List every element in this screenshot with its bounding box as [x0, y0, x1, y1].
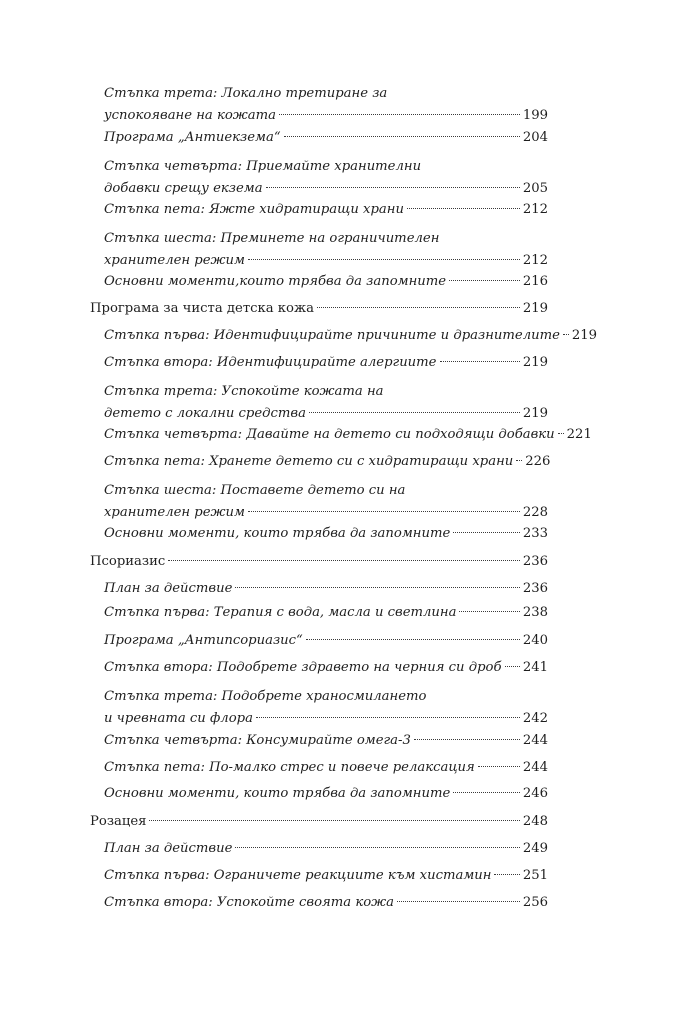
toc-entry — [104, 381, 548, 425]
dot-leader — [168, 560, 520, 561]
dot-leader — [453, 532, 520, 533]
page-number: 256 — [522, 895, 548, 910]
page-number: 221 — [566, 427, 592, 442]
dot-leader — [266, 187, 520, 188]
toc-entry-line — [104, 250, 548, 272]
page-number: 240 — [522, 633, 548, 648]
toc-entry-line — [104, 730, 548, 752]
page-number: 242 — [522, 711, 548, 726]
dot-leader — [248, 511, 520, 512]
toc-entry-title: Стъпка пета: По-малко стрес и повече релаксация — [104, 760, 475, 775]
toc-entry-line — [104, 602, 548, 624]
toc-entry-line — [104, 480, 548, 502]
toc-entry-line — [104, 523, 548, 545]
dot-leader — [279, 114, 520, 115]
dot-leader — [309, 412, 520, 413]
toc-entry — [104, 83, 548, 127]
page-number: 219 — [522, 406, 548, 421]
dot-leader — [256, 717, 520, 718]
page-number: 212 — [522, 253, 548, 268]
toc-entry — [104, 892, 548, 914]
toc-entry-line — [104, 838, 548, 860]
page-number: 216 — [522, 274, 548, 289]
toc-entry — [104, 228, 548, 272]
toc-entry-title: Стъпка пета: Хранете детето си с хидратиращи храни — [104, 454, 514, 469]
toc-entry — [104, 757, 548, 779]
toc-entry — [104, 838, 548, 860]
toc-entry-line — [104, 865, 548, 887]
toc-entry — [104, 451, 551, 473]
toc-entry — [104, 783, 548, 805]
toc-entry-title: План за действие — [104, 581, 233, 596]
dot-leader — [407, 208, 520, 209]
page-number: 199 — [522, 108, 548, 123]
toc-entry-title: Основни моменти,които трябва да запомните — [104, 274, 447, 289]
dot-leader — [563, 334, 569, 335]
toc-entry-title: Стъпка първа: Ограничете реакциите към хистамин — [104, 868, 492, 883]
toc-entry-line — [104, 381, 548, 403]
dot-leader — [494, 874, 519, 875]
toc-entry-line — [104, 708, 548, 730]
toc-entry-title: Стъпка пета: Яжте хидратиращи храни — [104, 202, 404, 217]
page-number: 241 — [522, 660, 548, 675]
toc-entry-line — [104, 156, 548, 178]
toc-entry-line — [104, 892, 548, 914]
toc-entry-title: Стъпка четвърта: Давайте на детето си подходящи добавки — [104, 427, 555, 442]
dot-leader — [478, 766, 520, 767]
page-number: 228 — [522, 505, 548, 520]
toc-entry — [104, 865, 548, 887]
toc-entry-title: Стъпка втора: Идентифицирайте алергиите — [104, 355, 437, 370]
toc-entry-line — [104, 686, 548, 708]
page-number: 226 — [525, 454, 551, 469]
toc-entry-title: План за действие — [104, 841, 233, 856]
toc-entry-line — [104, 228, 548, 250]
toc-entry-title: Стъпка втора: Подобрете здравето на черния си дроб — [104, 660, 502, 675]
toc-entry-line — [104, 578, 548, 600]
toc-entry-title: хранителен режим — [104, 253, 245, 268]
toc-entry — [104, 480, 548, 524]
dot-leader — [149, 820, 519, 821]
toc-entry-title: Стъпка втора: Успокойте своята кожа — [104, 895, 394, 910]
toc-entry-line — [104, 199, 548, 221]
dot-leader — [453, 792, 520, 793]
toc-entry-title: и чревната си флора — [104, 711, 253, 726]
page-number: 219 — [522, 301, 548, 316]
toc-entry-title: Стъпка четвърта: Консумирайте омега-3 — [104, 733, 411, 748]
toc-entry — [104, 523, 548, 545]
toc-entry — [104, 352, 548, 374]
toc-entry-title: Стъпка първа: Терапия с вода, масла и светлина — [104, 605, 457, 620]
toc-entry-line — [104, 352, 548, 374]
toc-entry — [104, 199, 548, 221]
toc-entry-line — [104, 657, 548, 679]
toc-entry-line — [104, 783, 548, 805]
toc-entry-title: Стъпка трета: Успокойте кожата на — [104, 384, 384, 399]
toc-entry-line — [104, 178, 548, 200]
toc-entry-title: Програма „Антипсориазис“ — [104, 633, 303, 648]
toc-entry-title: успокояване на кожата — [104, 108, 277, 123]
toc-entry-line — [104, 271, 548, 293]
dot-leader — [414, 739, 520, 740]
toc-entry-line — [104, 105, 548, 127]
dot-leader — [440, 361, 520, 362]
toc-entry-line — [90, 811, 548, 833]
page-number: 246 — [522, 786, 548, 801]
page-number: 219 — [522, 355, 548, 370]
page-number: 219 — [571, 328, 598, 343]
toc-entry — [104, 156, 548, 200]
dot-leader — [306, 639, 520, 640]
page-number: 233 — [522, 526, 548, 541]
toc-entry-title: Програма за чиста детска кожа — [90, 301, 314, 316]
page-number: 244 — [522, 733, 548, 748]
dot-leader — [505, 666, 520, 667]
dot-leader — [284, 136, 520, 137]
dot-leader — [397, 901, 520, 902]
page-number: 236 — [522, 581, 548, 596]
toc-entry — [104, 730, 548, 752]
toc-entry-line — [104, 83, 548, 105]
toc-entry-title: Стъпка четвърта: Приемайте хранителни — [104, 159, 422, 174]
page-number: 251 — [522, 868, 548, 883]
dot-leader — [516, 460, 522, 461]
toc-entry-line — [104, 403, 548, 425]
dot-leader — [248, 259, 520, 260]
dot-leader — [558, 433, 564, 434]
toc-entry-line — [90, 551, 548, 573]
toc-entry — [104, 630, 548, 652]
toc-entry-title: добавки срещу екзема — [104, 181, 263, 196]
toc-entry-title: Програма „Антиекзема“ — [104, 130, 281, 145]
toc-entry — [104, 686, 548, 730]
dot-leader — [235, 847, 519, 848]
page-number: 212 — [522, 202, 548, 217]
toc-entry-line — [104, 424, 592, 446]
toc-entry — [90, 551, 548, 573]
toc-entry-title: Стъпка трета: Подобрете храносмилането — [104, 689, 427, 704]
toc-entry-line — [104, 325, 598, 347]
toc-entry-line — [104, 757, 548, 779]
toc-entry — [104, 424, 592, 446]
toc-entry-line — [104, 127, 548, 149]
dot-leader — [317, 307, 520, 308]
toc-entry — [104, 127, 548, 149]
toc-entry-title: Основни моменти, които трябва да запомните — [104, 526, 451, 541]
toc-entry-line — [104, 451, 551, 473]
page-number: 244 — [522, 760, 548, 775]
toc-entry-title: Стъпка първа: Идентифицирайте причините и дразнителите — [104, 328, 560, 343]
page-number: 205 — [522, 181, 548, 196]
toc-entry-title: хранителен режим — [104, 505, 245, 520]
toc-entry — [104, 578, 548, 600]
dot-leader — [459, 611, 519, 612]
toc-entry — [90, 811, 548, 833]
toc-entry-title: Основни моменти, които трябва да запомните — [104, 786, 451, 801]
toc-entry — [90, 298, 548, 320]
toc-entry-title: Псориазис — [90, 554, 166, 569]
toc-entry-title: детето с локални средства — [104, 406, 306, 421]
page-number: 249 — [522, 841, 548, 856]
toc-entry-title: Стъпка шеста: Преминете на ограничителен — [104, 231, 440, 246]
page-number: 236 — [522, 554, 548, 569]
dot-leader — [449, 280, 520, 281]
toc-entry-line — [90, 298, 548, 320]
page-number: 238 — [522, 605, 548, 620]
dot-leader — [235, 587, 519, 588]
toc-entry-title: Розацея — [90, 814, 147, 829]
toc-entry-title: Стъпка шеста: Поставете детето си на — [104, 483, 406, 498]
toc-entry — [104, 271, 548, 293]
toc-entry — [104, 325, 598, 347]
toc-entry — [104, 602, 548, 624]
toc-entry — [104, 657, 548, 679]
page-number: 204 — [522, 130, 548, 145]
toc-entry-line — [104, 502, 548, 524]
toc-entry-title: Стъпка трета: Локално третиране за — [104, 86, 388, 101]
toc-entry-line — [104, 630, 548, 652]
page-number: 248 — [522, 814, 548, 829]
